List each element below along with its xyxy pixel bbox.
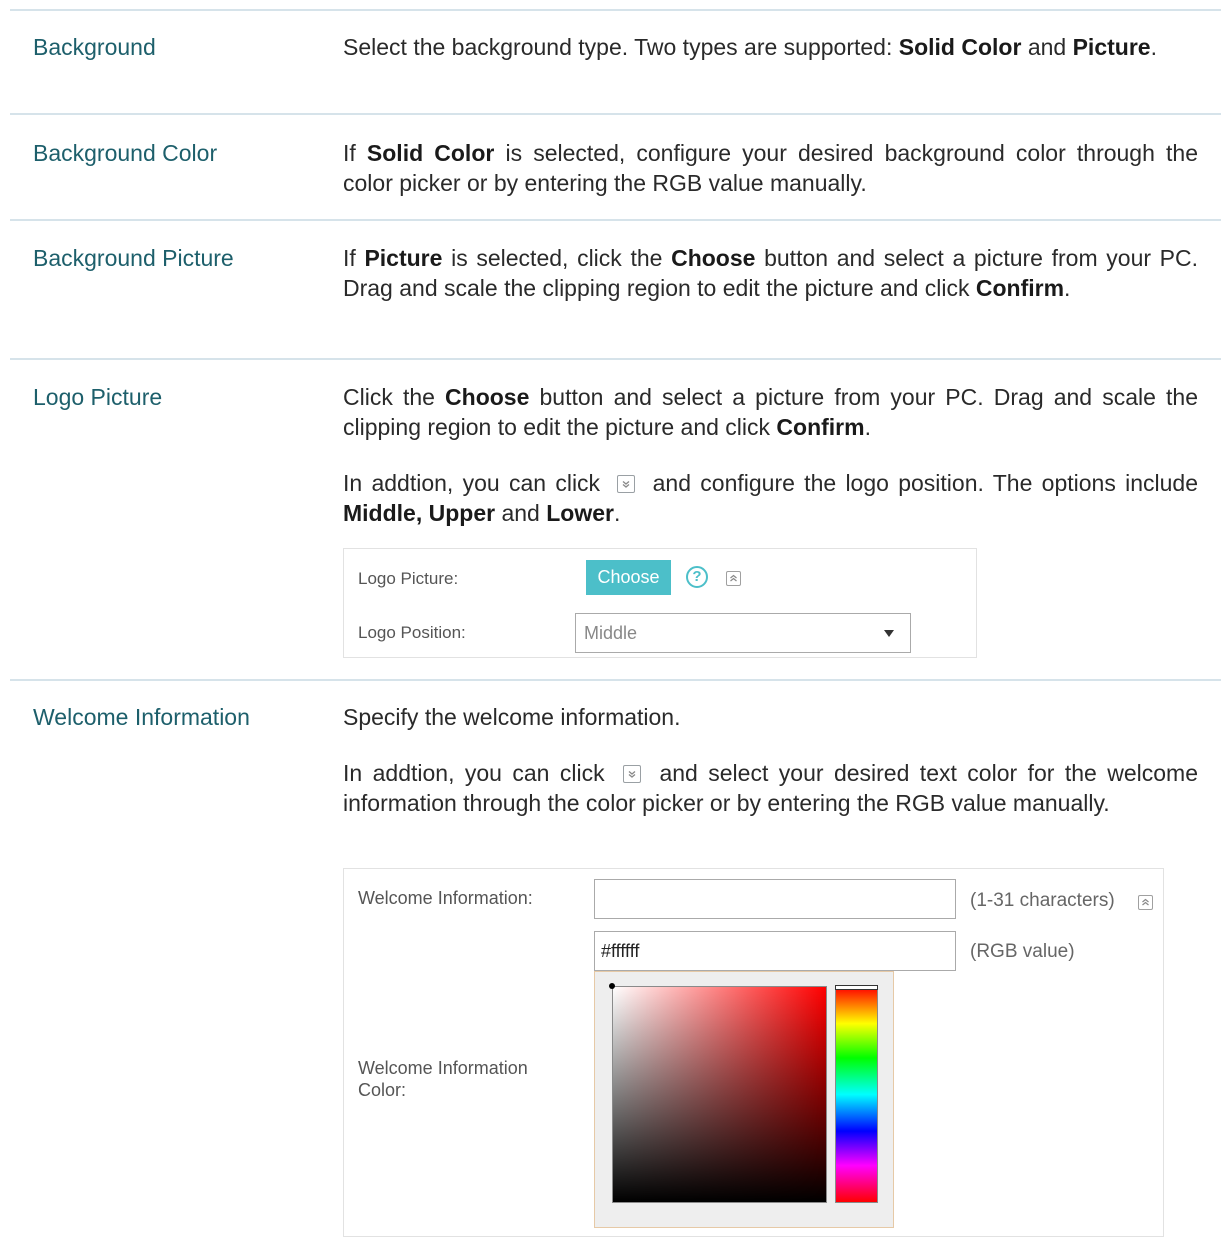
def-welcome-information (343, 702, 1198, 818)
term-background-color: Background Color (33, 140, 218, 166)
welcome-settings-panel (343, 868, 1164, 1237)
saturation-value-square[interactable] (612, 986, 827, 1203)
bold-term: Choose (445, 384, 530, 410)
color-cursor[interactable] (609, 983, 615, 989)
bold-term: Confirm (975, 275, 1065, 301)
def-background (343, 32, 1198, 62)
color-label-line2: Color: (358, 1080, 407, 1100)
paragraph: In addtion, you can click and configure the logo position. The options include Middle, Upper and Lower. (343, 470, 1198, 526)
term-background-picture: Background Picture (33, 245, 234, 271)
divider (10, 219, 1221, 221)
term-logo-picture: Logo Picture (33, 384, 163, 410)
def-background-picture (343, 243, 1198, 303)
paragraph: Specify the welcome information. (343, 704, 681, 730)
bold-term: Confirm (776, 414, 865, 440)
rgb-value-input[interactable]: #ffffff (594, 931, 956, 971)
term-background: Background (33, 34, 156, 60)
paragraph: Click the Choose button and select a picture from your PC. Drag and scale the clipping region to edit the picture and click Confirm. (343, 384, 1198, 440)
collapse-icon[interactable] (726, 571, 741, 586)
rgb-hint: (RGB value) (970, 941, 1075, 962)
logo-position-select[interactable] (575, 613, 911, 653)
divider (10, 358, 1221, 360)
logo-picture-label: Logo Picture: (358, 569, 459, 588)
chevron-down-icon (884, 630, 894, 637)
collapse-icon[interactable] (1138, 895, 1153, 910)
welcome-info-input[interactable] (594, 879, 956, 919)
color-label (358, 1057, 528, 1101)
logo-position-value: Middle (584, 623, 638, 643)
logo-settings-panel (343, 548, 977, 658)
help-icon[interactable]: ? (686, 566, 708, 588)
bold-term: Solid Color (898, 34, 1022, 60)
divider (10, 113, 1221, 115)
divider (10, 9, 1221, 11)
bold-term: Middle, Upper (343, 500, 496, 526)
welcome-info-label: Welcome Information: (358, 888, 533, 908)
term-welcome-information: Welcome Information (33, 704, 250, 730)
color-picker (594, 971, 894, 1228)
expand-icon (617, 475, 635, 493)
bold-term: Solid Color (366, 140, 495, 166)
logo-position-label: Logo Position: (358, 623, 466, 642)
choose-button[interactable]: Choose (586, 560, 671, 595)
expand-icon (623, 765, 641, 783)
color-label-line1: Welcome Information (358, 1058, 528, 1078)
chars-hint: (1-31 characters) (970, 890, 1115, 911)
def-logo-picture (343, 382, 1198, 528)
divider (10, 679, 1221, 681)
bold-term: Choose (671, 245, 756, 271)
bold-term: Lower (546, 500, 614, 526)
paragraph: In addtion, you can click and select your desired text color for the welcome information through the color picker or by entering the RGB value manually. (343, 760, 1198, 816)
paragraph: If Solid Color is selected, configure your desired background color through the color picker or by entering the RGB value manually. (343, 140, 1198, 196)
def-background-color (343, 138, 1198, 198)
paragraph: If Picture is selected, click the Choose button and select a picture from your PC. Drag and scale the clipping region to edit the picture and click Confirm. (343, 245, 1199, 301)
bold-term: Picture (364, 245, 443, 271)
bold-term: Picture (1072, 34, 1151, 60)
paragraph: Select the background type. Two types are supported: Solid Color and Picture. (343, 34, 1157, 60)
hue-handle[interactable] (835, 985, 878, 990)
hue-slider[interactable] (835, 986, 878, 1203)
